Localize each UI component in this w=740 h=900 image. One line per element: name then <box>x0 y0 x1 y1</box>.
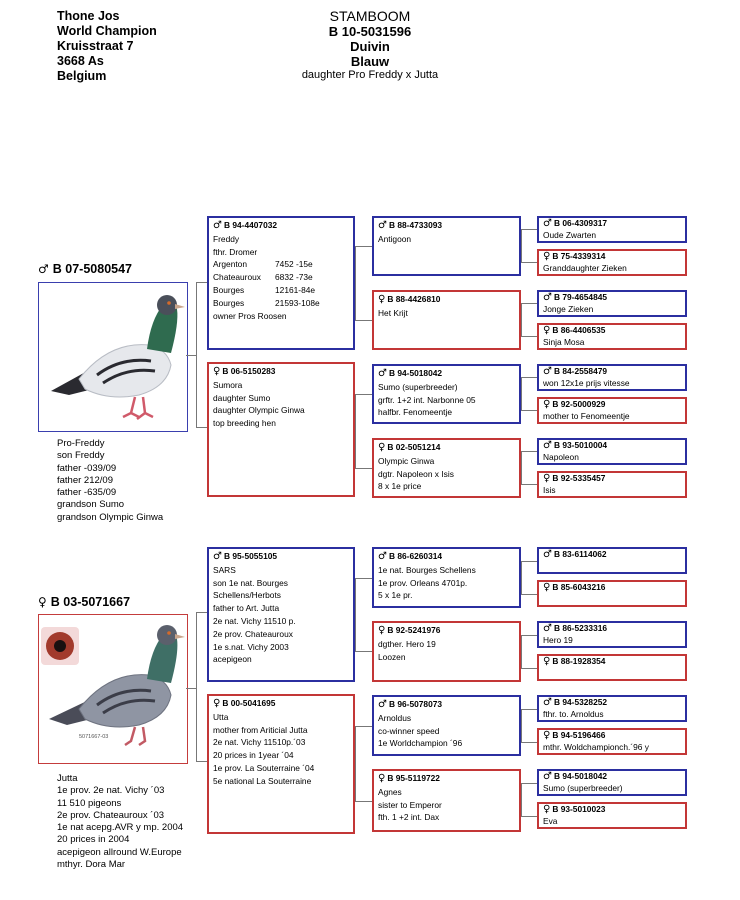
pedigree-line: co-winner speed <box>378 725 440 736</box>
ring-number: B 00-5041695 <box>222 698 276 708</box>
ring-number: B 92-5241976 <box>387 625 441 635</box>
result-row <box>213 271 349 284</box>
pedigree-line: Schellens/Herbots <box>213 590 281 601</box>
dam-note: acepigeon allround W.Europe <box>57 846 182 858</box>
connector <box>355 801 372 802</box>
sire-note: grandson Sumo <box>57 499 125 511</box>
ring-number: B 94-5018042 <box>553 771 608 781</box>
pedigree-line: 1e s.nat. Vichy 2003 <box>213 641 289 652</box>
pedigree-line: Loozen <box>378 651 406 662</box>
male-icon: ♂ <box>213 551 222 562</box>
dam-note: 1e nat acepg.AVR y mp. 2004 <box>57 822 184 834</box>
ring-number: B 94-4407032 <box>223 220 278 230</box>
pedigree-line: fth. 1 +2 int. Dax <box>378 812 440 823</box>
male-icon: ♂ <box>543 623 552 634</box>
pedigree-line: SARS <box>213 564 236 575</box>
male-icon: ♂ <box>213 220 222 231</box>
pedigree-line: 2e nat. Vichy 11510 p. <box>213 615 296 626</box>
connector <box>355 246 356 320</box>
pedigree-line: Jonge Zieken <box>543 303 594 314</box>
ring-number: B 93-5010023 <box>552 804 606 814</box>
granddam-box[interactable] <box>207 362 355 497</box>
owner-name: Thone Jos <box>57 9 120 23</box>
dam-notes <box>57 773 183 871</box>
connector <box>521 742 537 743</box>
female-icon: ♀ <box>543 656 551 667</box>
great-granddam-box[interactable] <box>372 438 521 498</box>
pedigree-line: 8 x 1e price <box>378 481 422 492</box>
dam-photo-caption: 5071667-03 <box>79 734 109 740</box>
female-icon: ♀ <box>543 473 551 484</box>
ancestor-sire-box[interactable] <box>537 216 687 243</box>
sire-note: father -039/09 <box>57 462 117 474</box>
connector <box>186 355 196 356</box>
pedigree-line: Freddy <box>213 233 240 244</box>
ring-number: B 86-6260314 <box>388 551 443 561</box>
dam-ring: B 03-5071667 <box>50 595 131 609</box>
pedigree-line: 2e prov. Chateauroux <box>213 628 293 639</box>
grandsire-box[interactable] <box>207 216 355 350</box>
connector <box>196 282 197 427</box>
ancestor-dam-box[interactable] <box>537 802 687 829</box>
female-icon: ♀ <box>378 294 386 305</box>
ancestor-sire-box[interactable] <box>537 769 687 796</box>
connector <box>521 783 537 784</box>
connector <box>196 612 207 613</box>
ring-number: B 88-1928354 <box>552 656 606 666</box>
ancestor-sire-box[interactable] <box>537 364 687 391</box>
pedigree-line: daughter Olympic Ginwa <box>213 405 305 416</box>
ring-number: B 96-5078073 <box>388 699 443 709</box>
dam-pigeon-image <box>39 615 187 763</box>
pedigree-line: Eva <box>543 815 558 826</box>
female-icon: ♀ <box>543 582 551 593</box>
male-icon: ♂ <box>543 549 552 560</box>
sire-pigeon-image <box>39 283 187 431</box>
female-icon: ♀ <box>378 773 386 784</box>
connector <box>355 726 372 727</box>
ring-number: B 83-6114062 <box>553 549 607 559</box>
pedigree-line: halfbr. Fenomeentje <box>378 407 453 418</box>
pedigree-line: 1e Worldchampion ´96 <box>378 738 463 749</box>
sire-note: father 212/09 <box>57 474 113 486</box>
owner-title: World Champion <box>57 24 157 38</box>
connector <box>355 468 372 469</box>
connector <box>186 688 196 689</box>
sire-note: father -635/09 <box>57 487 117 499</box>
connector <box>521 816 537 817</box>
great-grandsire-box[interactable] <box>372 216 521 276</box>
connector <box>521 783 522 816</box>
pedigree-line: 5e national La Souterraine <box>213 775 312 786</box>
owner-country: Belgium <box>57 69 107 83</box>
dam-note: mthyr. Dora Mar <box>57 859 126 871</box>
connector <box>196 282 207 283</box>
connector <box>521 561 522 594</box>
great-granddam-box[interactable] <box>372 621 521 682</box>
pedigree-line: Napoleon <box>543 451 579 462</box>
ring-number: B 92-5000929 <box>552 399 606 409</box>
race-name: Argenton <box>213 259 247 270</box>
page-title: STAMBOOM <box>329 8 411 24</box>
pedigree-line: Olympic Ginwa <box>378 455 435 466</box>
pedigree-line: fthr. to. Arnoldus <box>543 708 604 719</box>
grandsire-box[interactable] <box>207 547 355 682</box>
granddam-box[interactable] <box>207 694 355 834</box>
connector <box>196 761 207 762</box>
male-icon: ♂ <box>38 262 49 276</box>
female-icon: ♀ <box>543 325 551 336</box>
pedigree-line: Het Krijt <box>378 307 408 318</box>
connector <box>521 668 537 669</box>
ancestor-sire-box[interactable] <box>537 290 687 317</box>
ancestor-dam-box[interactable] <box>537 580 687 607</box>
female-icon: ♀ <box>543 251 551 262</box>
connector <box>196 427 207 428</box>
race-result: 6832 -73e <box>275 272 313 283</box>
connector <box>521 451 522 484</box>
pedigree-line: dgther. Hero 19 <box>378 638 436 649</box>
male-icon: ♂ <box>378 551 387 562</box>
ring-number: B 94-5328252 <box>553 697 608 707</box>
pedigree-line: Isis <box>543 484 556 495</box>
ring-number: B 02-5051214 <box>387 442 441 452</box>
connector <box>521 410 537 411</box>
female-icon: ♀ <box>213 366 221 377</box>
pedigree-line: Agnes <box>378 786 402 797</box>
ancestor-sire-box[interactable] <box>537 695 687 722</box>
pedigree-line: 2e nat. Vichy 11510p.´03 <box>213 737 306 748</box>
ring-number: B 86-4406535 <box>552 325 606 335</box>
ring-number: B 88-4426810 <box>387 294 441 304</box>
ring-number: B 95-5119722 <box>387 773 440 783</box>
connector <box>521 635 537 636</box>
sire-note: son Freddy <box>57 450 105 462</box>
pedigree-line: Sumora <box>213 379 243 390</box>
pedigree-line: won 12x1e prijs vitesse <box>543 377 630 388</box>
connector <box>521 377 522 410</box>
connector <box>521 451 537 452</box>
ring-number: B 88-4733093 <box>388 220 443 230</box>
race-result: 7452 -15e <box>275 259 313 270</box>
sire-photo <box>38 282 188 432</box>
race-result: 12161-84e <box>275 284 316 295</box>
female-icon: ♀ <box>543 730 551 741</box>
subject-ring: B 10-5031596 <box>328 24 412 39</box>
sire-note: Pro-Freddy <box>57 438 105 449</box>
connector <box>521 561 537 562</box>
result-row <box>213 284 349 297</box>
race-result: 21593-108e <box>275 297 320 308</box>
great-granddam-box[interactable] <box>372 769 521 832</box>
male-icon: ♂ <box>543 697 552 708</box>
great-grandsire-box[interactable] <box>372 364 521 424</box>
pedigree-line: 20 prices in 1year ´04 <box>213 750 294 761</box>
male-icon: ♂ <box>378 699 387 710</box>
pedigree-line: fthr. Dromer <box>213 246 258 257</box>
pedigree-line: Arnoldus <box>378 712 412 723</box>
ancestor-sire-box[interactable] <box>537 438 687 465</box>
pedigree-line: dgtr. Napoleon x Isis <box>378 468 454 479</box>
female-icon: ♀ <box>378 625 386 636</box>
male-icon: ♂ <box>543 440 552 451</box>
great-grandsire-box[interactable] <box>372 695 521 756</box>
pedigree-line: 1e nat. Bourges Schellens <box>378 564 476 575</box>
connector <box>196 612 197 761</box>
pedigree-line: mthr. Woldchampionch.´96 y <box>543 741 649 752</box>
subject-name: Duivin <box>350 39 390 54</box>
owner-block <box>57 9 157 84</box>
sire-note: grandson Olympic Ginwa <box>57 511 164 523</box>
result-row <box>213 297 349 310</box>
connector <box>355 320 372 321</box>
ancestor-sire-box[interactable] <box>537 547 687 574</box>
dam-note: 1e prov. 2e nat. Vichy ´03 <box>57 785 165 797</box>
dam-note: Jutta <box>57 773 78 784</box>
ring-number: B 75-4339314 <box>552 251 606 261</box>
female-icon: ♀ <box>378 442 386 453</box>
race-name: Bourges <box>213 284 245 295</box>
dam-note: 11 510 pigeons <box>57 797 122 809</box>
pedigree-line: 5 x 1e pr. <box>378 590 413 601</box>
female-icon: ♀ <box>213 698 221 709</box>
pedigree-line: mother from Ariticial Jutta <box>213 724 308 735</box>
connector <box>521 303 537 304</box>
pedigree-line: acepigeon <box>213 654 252 665</box>
male-icon: ♂ <box>378 220 387 231</box>
ring-number: B 06-5150283 <box>222 366 276 376</box>
ancestor-dam-box[interactable] <box>537 728 687 755</box>
connector <box>521 709 537 710</box>
great-grandsire-box[interactable] <box>372 547 521 608</box>
result-row <box>213 258 349 271</box>
ancestor-dam-box[interactable] <box>537 397 687 424</box>
connector <box>355 726 356 801</box>
race-name: Chateauroux <box>213 272 261 283</box>
pedigree-line: Sinja Mosa <box>543 336 585 347</box>
male-icon: ♂ <box>543 292 552 303</box>
connector <box>521 262 537 263</box>
pedigree-line: Hero 19 <box>543 634 573 645</box>
ring-number: B 85-6043216 <box>552 582 606 592</box>
pedigree-line: father to Art. Jutta <box>213 603 280 614</box>
pedigree-line: son 1e nat. Bourges <box>213 577 288 588</box>
connector <box>355 578 372 579</box>
male-icon: ♂ <box>378 368 387 379</box>
pedigree-line: mother to Fenomeentje <box>543 410 630 421</box>
connector <box>521 709 522 742</box>
owner-city: 3668 As <box>57 54 104 68</box>
pedigree-line: Antigoon <box>378 233 412 244</box>
ancestor-dam-box[interactable] <box>537 249 687 276</box>
subject-parents: daughter Pro Freddy x Jutta <box>301 69 439 81</box>
pedigree-line: Granddaughter Zieken <box>543 262 627 273</box>
ring-number: B 84-2558479 <box>553 366 608 376</box>
subject-color: Blauw <box>350 54 390 69</box>
pedigree-header <box>270 9 470 82</box>
pedigree-line: Utta <box>213 711 229 722</box>
pedigree-line: sister to Emperor <box>378 799 442 810</box>
ring-number: B 93-5010004 <box>553 440 608 450</box>
race-name: Bourges <box>213 297 245 308</box>
ring-number: B 94-5196466 <box>552 730 606 740</box>
dam-note: 20 prices in 2004 <box>57 834 130 846</box>
connector <box>355 651 372 652</box>
connector <box>521 336 537 337</box>
ancestor-sire-box[interactable] <box>537 621 687 648</box>
pedigree-line: owner Pros Roosen <box>213 310 287 321</box>
pedigree-line: daughter Sumo <box>213 392 271 403</box>
great-granddam-box[interactable] <box>372 290 521 350</box>
connector <box>521 303 522 336</box>
female-icon: ♀ <box>38 595 47 609</box>
female-icon: ♀ <box>543 399 551 410</box>
ancestor-dam-box[interactable] <box>537 471 687 498</box>
male-icon: ♂ <box>543 771 552 782</box>
connector <box>355 394 356 468</box>
male-icon: ♂ <box>543 218 552 229</box>
ring-number: B 95-5055105 <box>223 551 278 561</box>
pedigree-line: grftr. 1+2 int. Narbonne 05 <box>378 394 476 405</box>
connector <box>521 594 537 595</box>
sire-ring-label <box>38 262 132 276</box>
connector <box>521 377 537 378</box>
connector <box>521 484 537 485</box>
pedigree-line: 1e prov. Orleans 4701p. <box>378 577 468 588</box>
dam-note: 2e prov. Chateauroux ´03 <box>57 809 165 821</box>
connector <box>355 578 356 651</box>
sire-notes <box>57 438 163 524</box>
ring-number: B 79-4654845 <box>553 292 608 302</box>
sire-ring: B 07-5080547 <box>52 262 132 276</box>
connector <box>521 229 537 230</box>
ring-number: B 06-4309317 <box>553 218 608 228</box>
ring-number: B 86-5233316 <box>553 623 608 633</box>
ring-number: B 94-5018042 <box>388 368 443 378</box>
dam-ring-label <box>38 595 130 609</box>
pedigree-line: Oude Zwarten <box>543 229 597 240</box>
female-icon: ♀ <box>543 804 551 815</box>
pedigree-line: Sumo (superbreeder) <box>543 782 623 793</box>
ancestor-dam-box[interactable] <box>537 323 687 350</box>
owner-street: Kruisstraat 7 <box>57 39 134 53</box>
connector <box>355 394 372 395</box>
connector <box>521 635 522 668</box>
dam-photo <box>38 614 188 764</box>
male-icon: ♂ <box>543 366 552 377</box>
connector <box>355 246 372 247</box>
pedigree-line: Sumo (superbreeder) <box>378 381 458 392</box>
pedigree-line: top breeding hen <box>213 418 276 429</box>
pedigree-line: 1e prov. La Souterraine ´04 <box>213 762 315 773</box>
ancestor-dam-box[interactable] <box>537 654 687 681</box>
ring-number: B 92-5335457 <box>552 473 606 483</box>
connector <box>521 229 522 262</box>
